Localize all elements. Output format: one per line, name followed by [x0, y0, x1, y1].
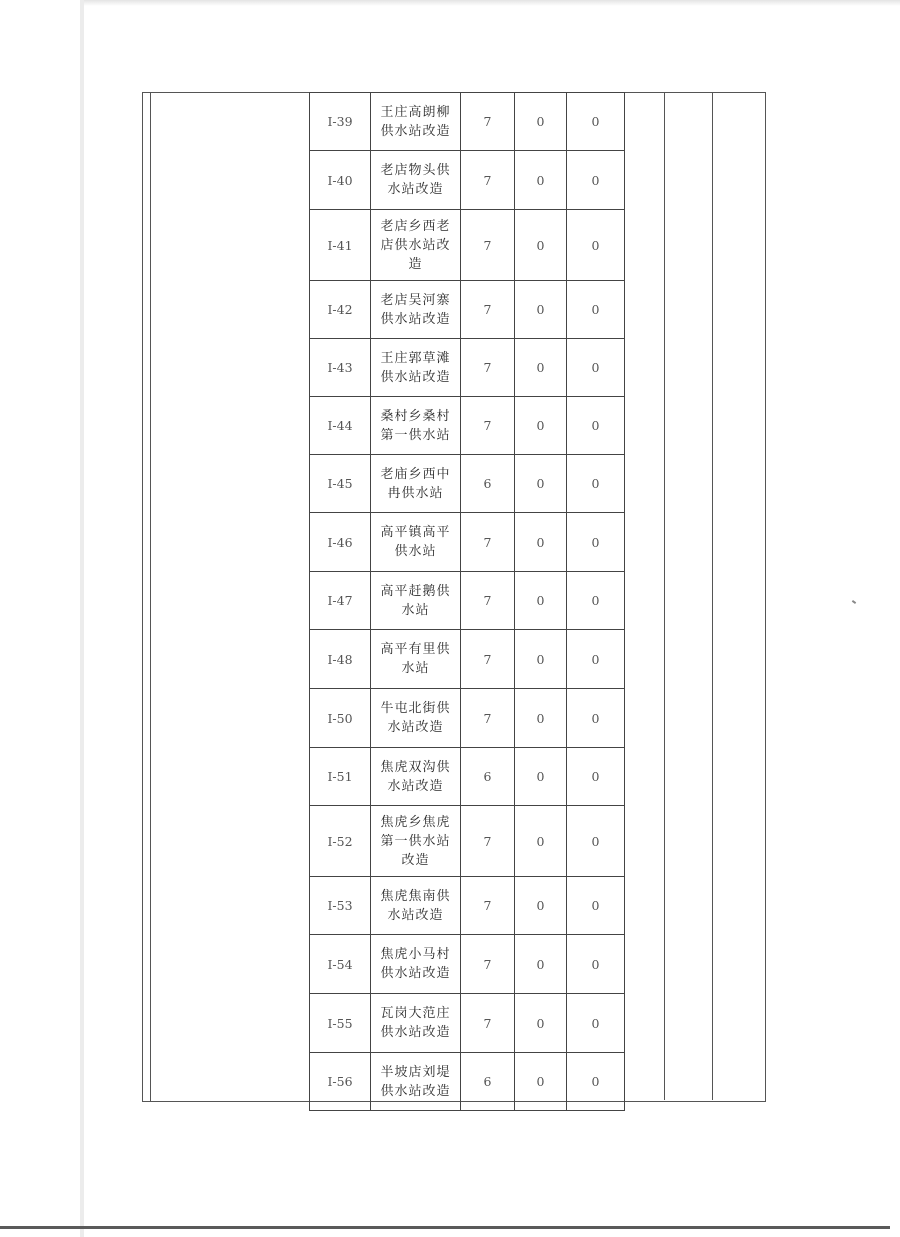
cell-value-3: 0	[567, 455, 625, 512]
cell-code: I-43	[309, 339, 371, 396]
cell-project-name: 桑村乡桑村第一供水站	[371, 397, 461, 454]
cell-value-2: 0	[515, 1053, 567, 1110]
cell-project-name: 焦虎焦南供水站改造	[371, 877, 461, 934]
cell-value-3: 0	[567, 994, 625, 1052]
cell-project-name: 半坡店刘堤供水站改造	[371, 1053, 461, 1110]
table-row	[309, 339, 625, 397]
cell-value-1: 6	[461, 748, 515, 805]
table-inner-left-rule	[150, 92, 151, 1102]
cell-value-2: 0	[515, 281, 567, 338]
cell-value-1: 7	[461, 339, 515, 396]
cell-value-3: 0	[567, 935, 625, 993]
cell-code: I-39	[309, 93, 371, 150]
cell-value-2: 0	[515, 748, 567, 805]
cell-value-2: 0	[515, 513, 567, 571]
cell-value-1: 7	[461, 513, 515, 571]
cell-value-3: 0	[567, 281, 625, 338]
cell-code: I-41	[309, 210, 371, 280]
cell-value-2: 0	[515, 994, 567, 1052]
table-row	[309, 935, 625, 994]
cell-code: I-50	[309, 689, 371, 747]
cell-project-name: 高平镇高平供水站	[371, 513, 461, 571]
cell-value-2: 0	[515, 806, 567, 876]
cell-value-3: 0	[567, 630, 625, 688]
cell-code: I-46	[309, 513, 371, 571]
column-rule	[712, 92, 713, 1100]
cell-code: I-53	[309, 877, 371, 934]
cell-project-name: 高平赶鹅供水站	[371, 572, 461, 629]
project-table	[309, 92, 625, 1111]
cell-value-3: 0	[567, 806, 625, 876]
table-row	[309, 689, 625, 748]
cell-project-name: 老店吴河寨供水站改造	[371, 281, 461, 338]
cell-value-3: 0	[567, 572, 625, 629]
cell-project-name: 牛屯北街供水站改造	[371, 689, 461, 747]
cell-value-2: 0	[515, 339, 567, 396]
cell-project-name: 高平有里供水站	[371, 630, 461, 688]
cell-value-1: 6	[461, 1053, 515, 1110]
cell-value-2: 0	[515, 397, 567, 454]
cell-project-name: 焦虎双沟供水站改造	[371, 748, 461, 805]
table-row	[309, 281, 625, 339]
table-row	[309, 994, 625, 1053]
cell-value-1: 7	[461, 210, 515, 280]
cell-value-2: 0	[515, 572, 567, 629]
cell-value-3: 0	[567, 151, 625, 209]
cell-project-name: 老庙乡西中冉供水站	[371, 455, 461, 512]
table-row	[309, 630, 625, 689]
scan-top-edge	[80, 0, 900, 6]
scan-left-edge	[80, 0, 84, 1237]
table-row	[309, 572, 625, 630]
cell-value-3: 0	[567, 93, 625, 150]
cell-code: I-47	[309, 572, 371, 629]
table-row	[309, 92, 625, 151]
table-row	[309, 513, 625, 572]
cell-value-2: 0	[515, 210, 567, 280]
cell-value-2: 0	[515, 630, 567, 688]
cell-code: I-52	[309, 806, 371, 876]
table-row	[309, 397, 625, 455]
cell-value-2: 0	[515, 877, 567, 934]
table-row	[309, 806, 625, 877]
cell-value-1: 7	[461, 935, 515, 993]
cell-code: I-48	[309, 630, 371, 688]
cell-project-name: 老店乡西老店供水站改造	[371, 210, 461, 280]
cell-code: I-54	[309, 935, 371, 993]
scan-bottom-edge	[0, 1226, 890, 1229]
cell-value-3: 0	[567, 748, 625, 805]
cell-value-2: 0	[515, 455, 567, 512]
table-row	[309, 1053, 625, 1111]
cell-value-1: 7	[461, 572, 515, 629]
cell-code: I-55	[309, 994, 371, 1052]
cell-project-name: 老店物头供水站改造	[371, 151, 461, 209]
cell-project-name: 瓦岗大范庄供水站改造	[371, 994, 461, 1052]
table-row	[309, 877, 625, 935]
cell-value-1: 7	[461, 281, 515, 338]
cell-value-1: 7	[461, 93, 515, 150]
cell-value-1: 7	[461, 689, 515, 747]
cell-code: I-42	[309, 281, 371, 338]
cell-value-2: 0	[515, 151, 567, 209]
table-row	[309, 748, 625, 806]
cell-project-name: 焦虎小马村供水站改造	[371, 935, 461, 993]
table-row	[309, 455, 625, 513]
scan-speck	[852, 600, 856, 604]
cell-value-3: 0	[567, 689, 625, 747]
cell-value-3: 0	[567, 339, 625, 396]
cell-value-2: 0	[515, 689, 567, 747]
cell-code: I-56	[309, 1053, 371, 1110]
cell-value-3: 0	[567, 1053, 625, 1110]
cell-value-1: 7	[461, 397, 515, 454]
cell-project-name: 焦虎乡焦虎第一供水站改造	[371, 806, 461, 876]
cell-value-1: 7	[461, 877, 515, 934]
cell-value-3: 0	[567, 877, 625, 934]
cell-code: I-51	[309, 748, 371, 805]
table-row	[309, 151, 625, 210]
cell-value-1: 7	[461, 806, 515, 876]
cell-value-2: 0	[515, 935, 567, 993]
cell-project-name: 王庄高朗柳供水站改造	[371, 93, 461, 150]
cell-value-1: 7	[461, 994, 515, 1052]
cell-value-3: 0	[567, 210, 625, 280]
cell-value-2: 0	[515, 93, 567, 150]
cell-project-name: 王庄郭草滩供水站改造	[371, 339, 461, 396]
cell-value-1: 7	[461, 151, 515, 209]
cell-code: I-44	[309, 397, 371, 454]
cell-value-3: 0	[567, 397, 625, 454]
cell-code: I-40	[309, 151, 371, 209]
column-rule	[664, 92, 665, 1100]
table-row	[309, 210, 625, 281]
cell-value-1: 7	[461, 630, 515, 688]
cell-code: I-45	[309, 455, 371, 512]
cell-value-3: 0	[567, 513, 625, 571]
cell-value-1: 6	[461, 455, 515, 512]
